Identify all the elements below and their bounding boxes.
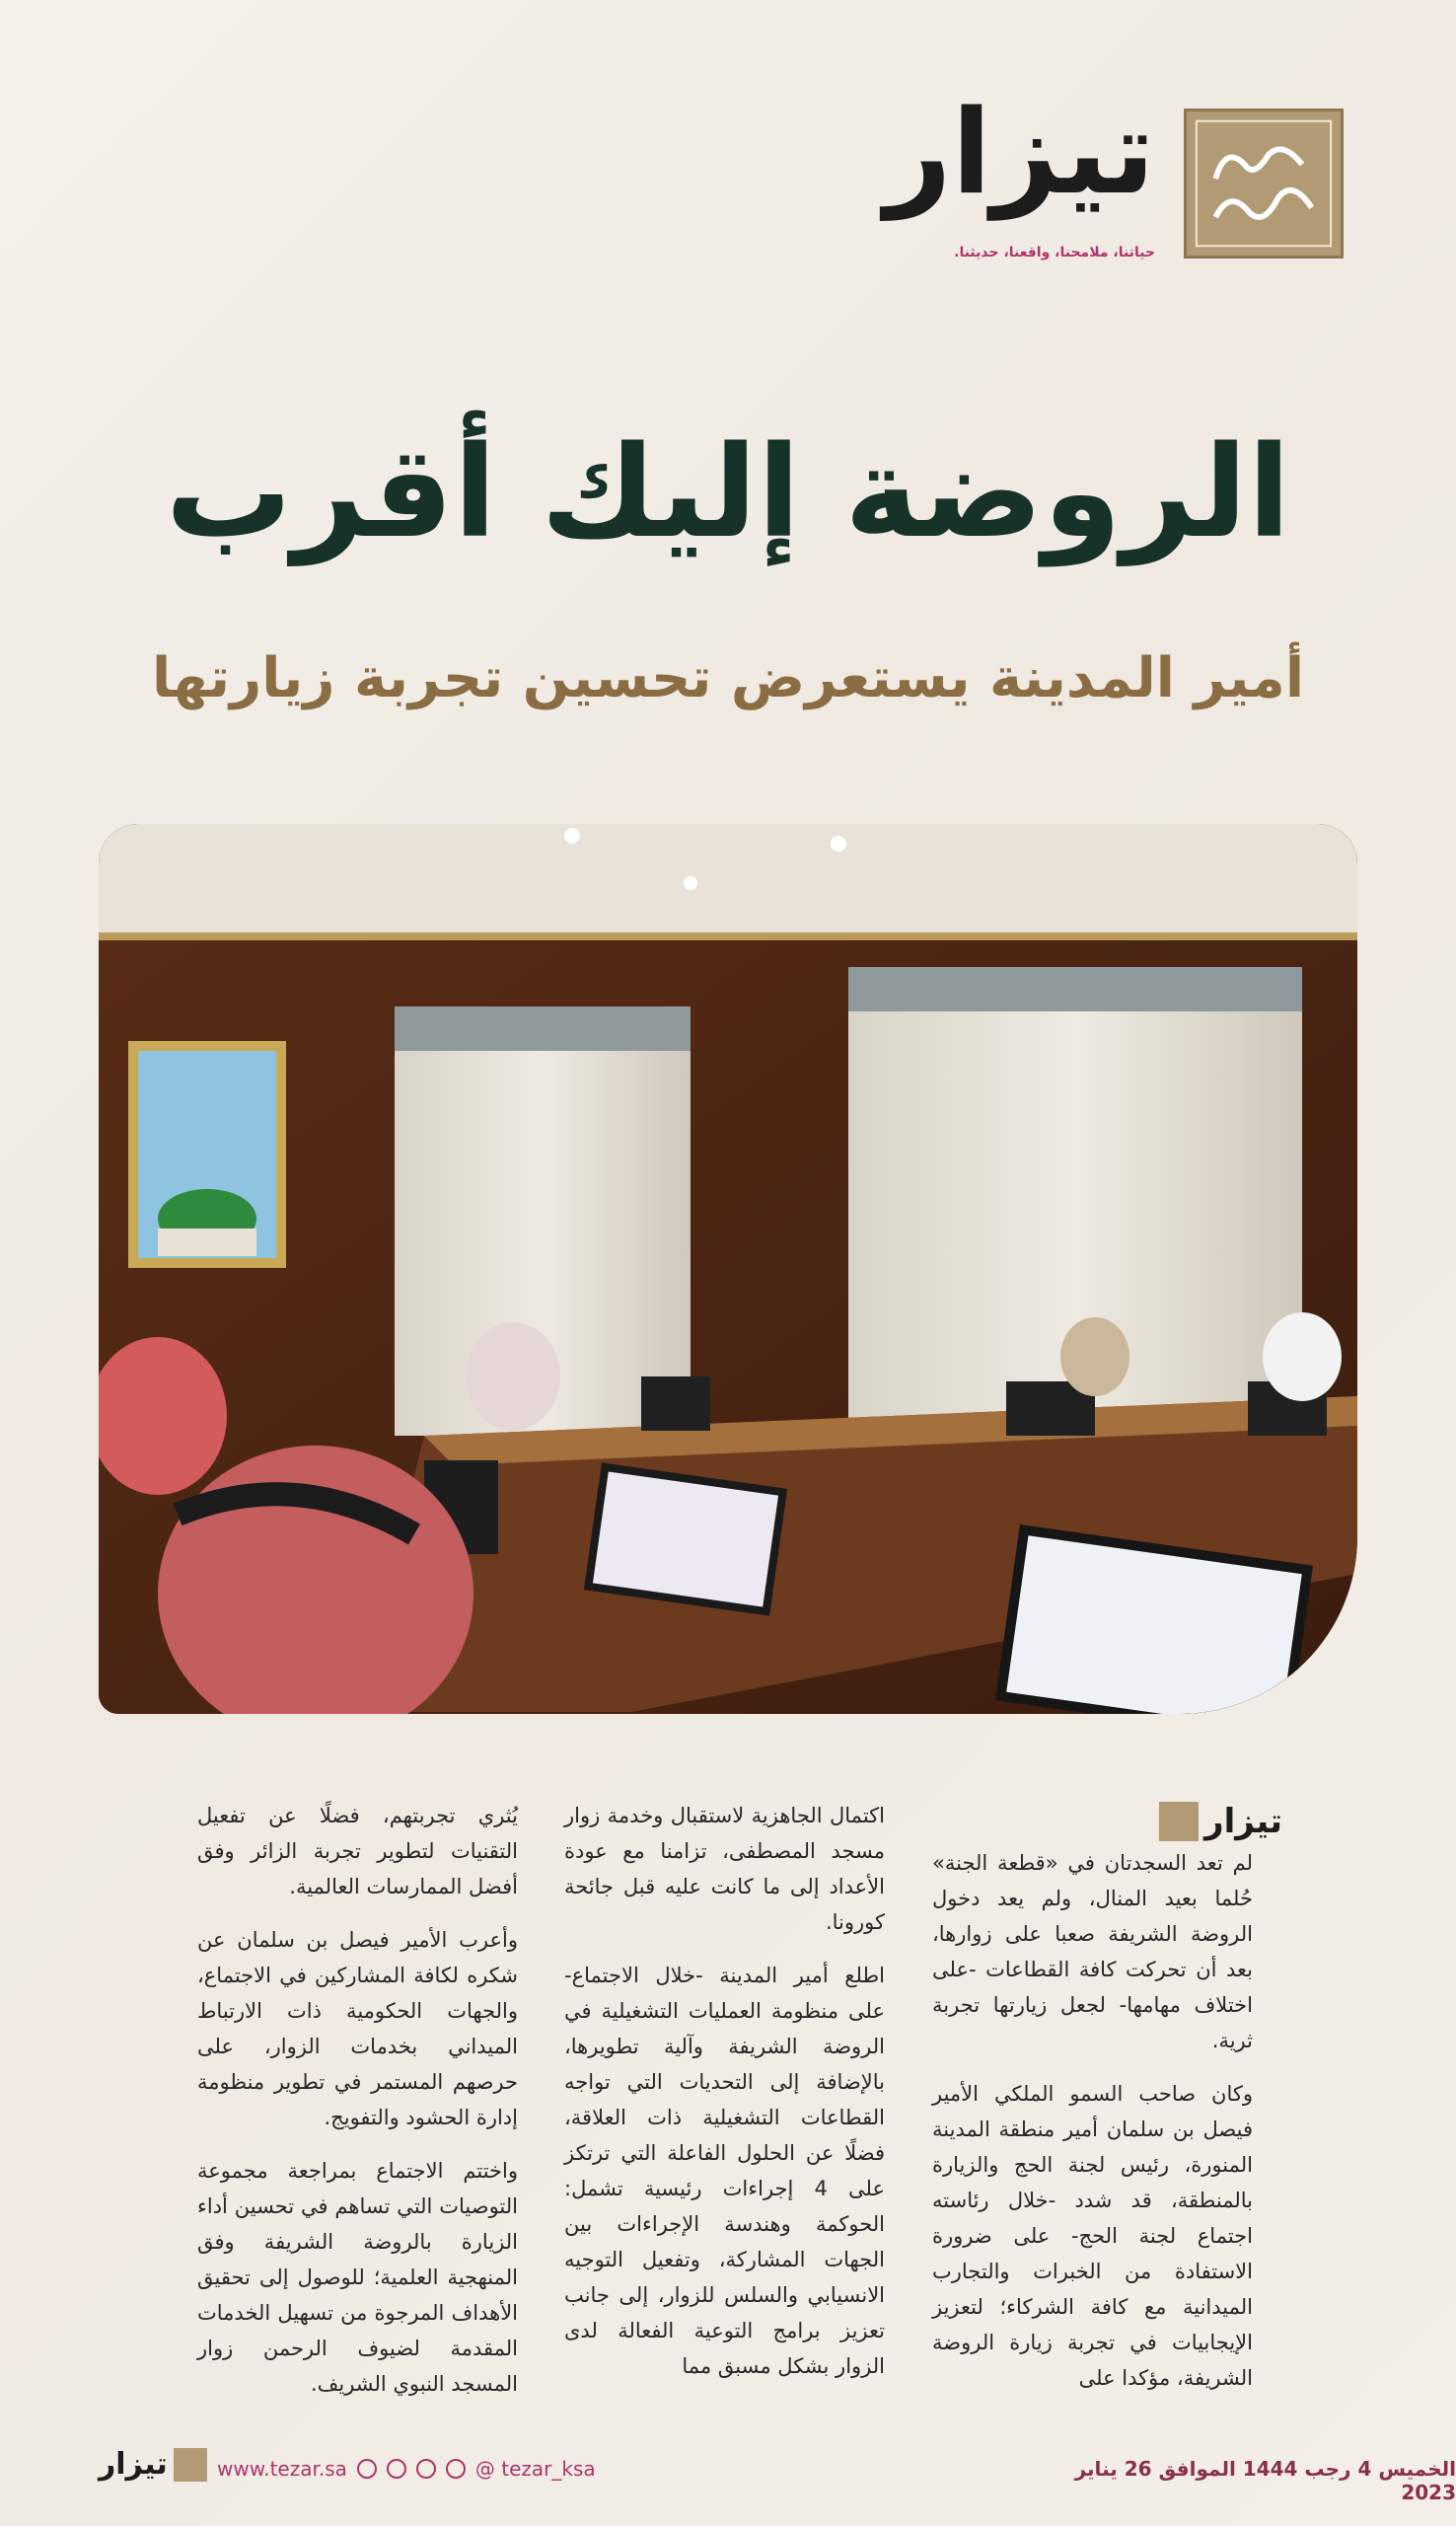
paragraph: لم تعد السجدتان في «قطعة الجنة» حُلما بعيد المنال، ولم يعد دخول الروضة الشريفة صعبا على زوارها، بعد أن تحركت كافة القطاعات -على اختلاف مهامها- لجعل زيارتها تجربة ثرية. <box>932 1851 1253 2052</box>
twitter-icon[interactable] <box>446 2459 466 2479</box>
footer-date: الخميس 4 رجب 1444 الموافق 26 يناير 2023 <box>1074 2457 1456 2504</box>
article-logo-name: تيزار <box>1204 1802 1283 1841</box>
article-column-2 <box>564 1798 885 2402</box>
logo-emblem <box>1184 109 1344 259</box>
paragraph: وأعرب الأمير فيصل بن سلمان عن شكره لكافة المشاركين في الاجتماع، والجهات الحكومية ذات الارتباط الميداني بخدمات الزوار، على حرصهم المستمر في تطوير منظومة إدارة الحشود والتفويج. <box>197 1928 518 2129</box>
youtube-icon[interactable] <box>416 2459 436 2479</box>
article-logo <box>1159 1802 1282 1841</box>
snapchat-icon[interactable] <box>357 2459 377 2479</box>
footer-logo-emblem <box>174 2448 207 2482</box>
article-logo-emblem <box>1159 1802 1199 1841</box>
footer-logo <box>99 2447 207 2482</box>
paragraph: اكتمال الجاهزية لاستقبال وخدمة زوار مسجد المصطفى، تزامنا مع عودة الأعداد إلى ما كانت عليه قبل جائحة كورونا. <box>564 1804 885 1934</box>
footer-logo-name: تيزار <box>99 2447 168 2482</box>
instagram-icon[interactable] <box>387 2459 406 2479</box>
website-link[interactable]: www.tezar.sa <box>217 2457 347 2481</box>
headline-title: الروضة إليك أقرب <box>165 419 1291 566</box>
social-handle[interactable]: @ tezar_ksa <box>474 2457 596 2481</box>
paragraph: يُثري تجربتهم، فضلًا عن تفعيل التقنيات لتطوير تجربة الزائر وفق أفضل الممارسات العالمية. <box>197 1804 518 1898</box>
article-column-1 <box>932 1845 1253 2414</box>
brand-name: تيزار <box>884 84 1155 220</box>
paragraph: وكان صاحب السمو الملكي الأمير فيصل بن سلمان أمير منطقة المدينة المنورة، رئيس لجنة الحج والزيارة بالمنطقة، قد شدد -خلال رئاسته اجتماع لجنة الحج- على ضرورة الاستفادة من الخبرات والتجارب الميدانية مع كافة الشركاء؛ لتعزيز الإيجابيات في تجربة زيارة الروضة الشريفة، مؤكدا على <box>932 2082 1253 2390</box>
headline-subtitle: أمير المدينة يستعرض تحسين تجربة زيارتها <box>151 646 1305 710</box>
paragraph: اطلع أمير المدينة -خلال الاجتماع- على منظومة العمليات التشغيلية في الروضة الشريفة وآلية تطويرها، بالإضافة إلى التحديات التي تواجه القطاعات التشغيلية ذات العلاقة، فضلًا عن الحلول الفاعلة التي ترتكز على 4 إجراءات رئيسية تشمل: الحوكمة وهندسة الإجراءات بين الجهات المشاركة، وتفعيل التوجيه الانسيابي والسلس للزوار، إلى جانب تعزيز برامج التوعية الفعالة لدى الزوار بشكل مسبق مما <box>564 1964 886 2378</box>
paragraph: واختتم الاجتماع بمراجعة مجموعة التوصيات التي تساهم في تحسين أداء الزيارة بالروضة الشريفة وفق المنهجية العلمية؛ للوصول إلى تحقيق الأهداف المرجوة من تسهيل الخدمات المقدمة لضيوف الرحمن زوار المسجد النبوي الشريف. <box>197 2159 518 2396</box>
footer-social <box>217 2457 596 2481</box>
meeting-photo <box>99 824 1357 1714</box>
article-column-3 <box>197 1798 518 2419</box>
brand-tagline: حياتنا، ملامحنا، واقعنا، حديثنا. <box>954 245 1155 260</box>
